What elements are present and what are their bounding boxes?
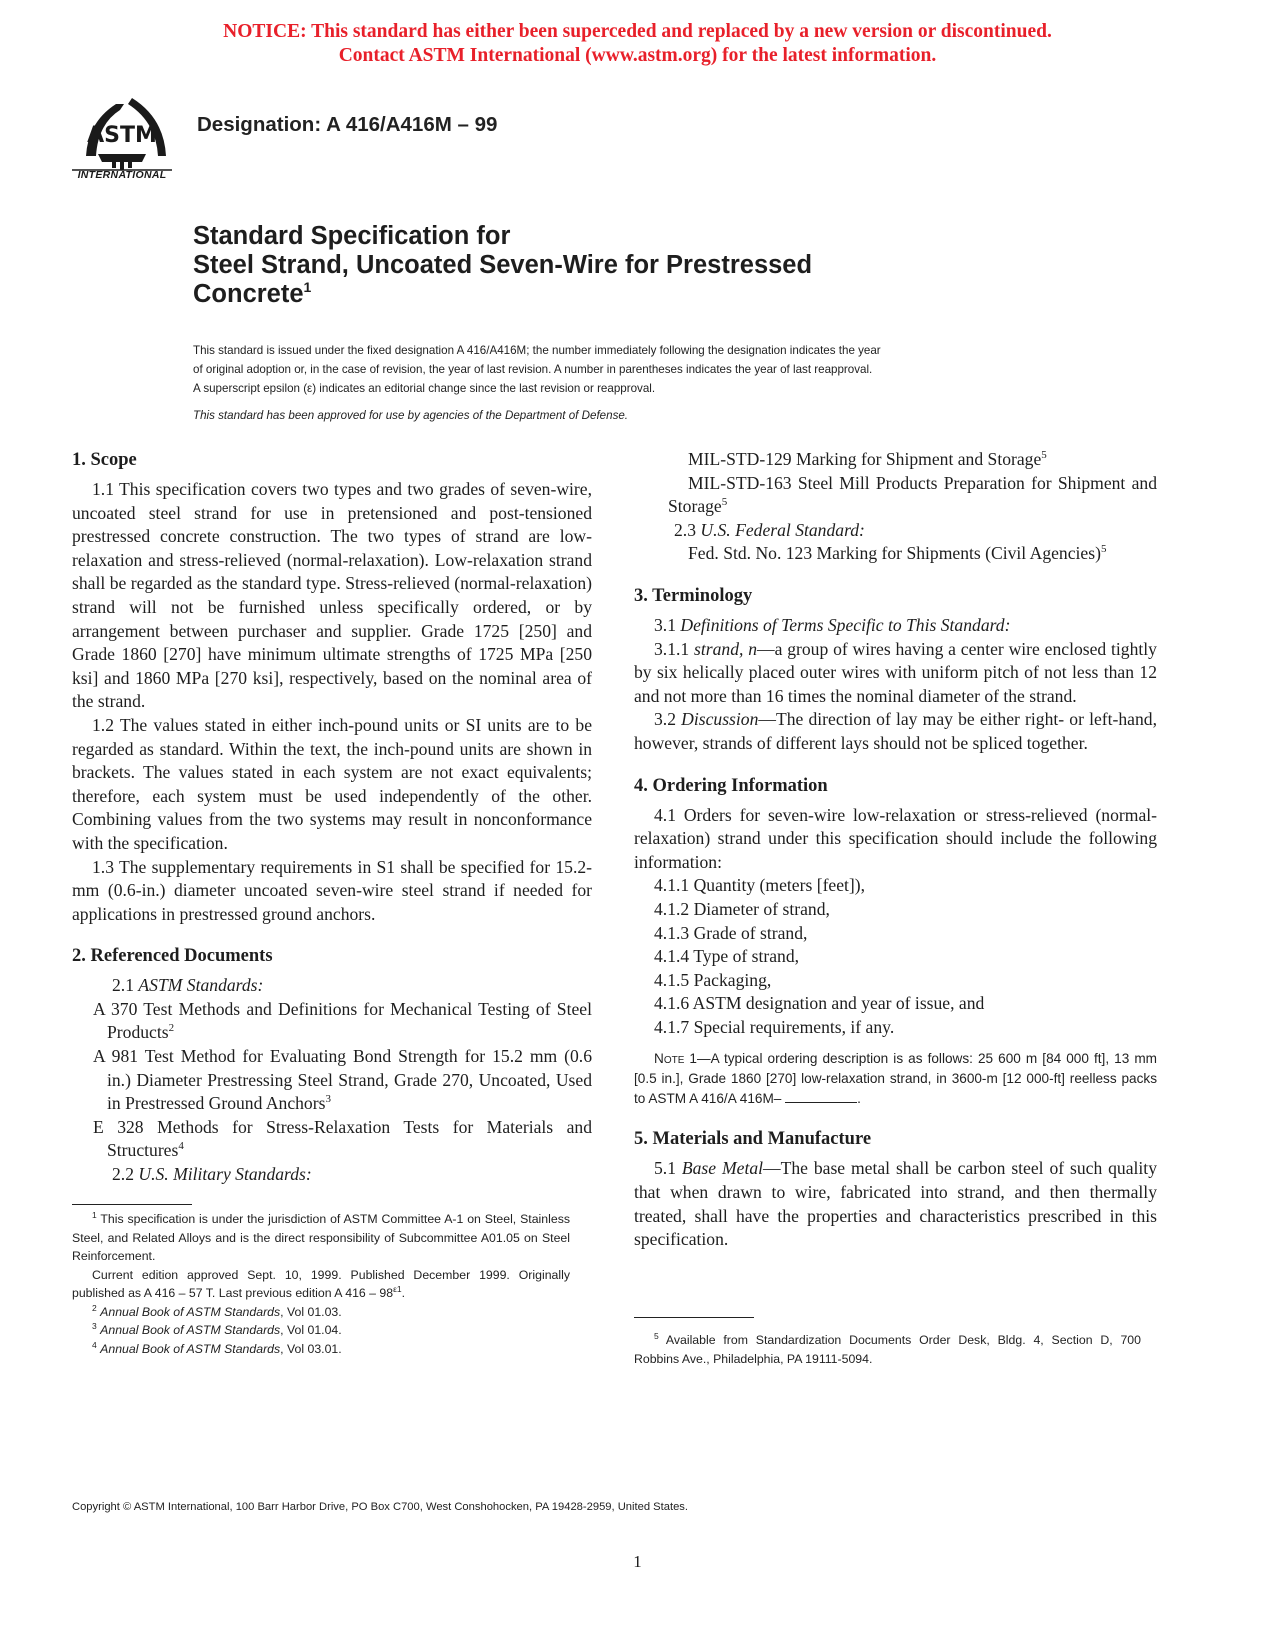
list-item: 4.1.6 ASTM designation and year of issue, and [654, 993, 985, 1014]
paragraph-3-1-1: 3.1.1 strand, n—a group of wires having a center wire enclosed tightly by six helically placed outer wires with uniform pitch of not less than 12 and not more than 16 times the nominal diameter of the strand. [634, 638, 1157, 706]
section-heading-referenced-documents: 2. Referenced Documents [72, 946, 273, 967]
paragraph-1-2: 1.2 The values stated in either inch-pound units or SI units are to be regarded as standard. Within the text, the inch-pound units are shown in brackets. The values stated in each system are not exact equivalents; therefore, each system must be used independently of the other. Combining values from the two systems may result in nonconformance with the specification. [72, 714, 592, 853]
reference-a981: A 981 Test Method for Evaluating Bond Strength for 15.2 mm (0.6 in.) Diameter Prestressing Steel Strand, Grade 270, Uncoated, Used in Prestressed Ground Anchors$^3$ [93, 1046, 592, 1114]
footnote-rule-left [72, 1204, 192, 1205]
paragraph-1-1: 1.1 This specification covers two types and two grades of seven-wire, uncoated steel strand for use in pretensioned and post-tensioned prestressed concrete construction. The two types of strand are low-relaxation and stress-relieved (normal-relaxation). Low-relaxation strand shall be regarded as the standard type. Stress-relieved (normal-relaxation) strand will not be furnished unless specifically ordered, or by arrangement between purchaser and supplier. Grade 1725 [250] and Grade 1860 [270] have minimum ultimate strengths of 1725 MPa [250 ksi] and 1860 MPa [270 ksi], respectively, based on the nominal area of the strand. [72, 479, 592, 712]
issuance-note [193, 341, 1073, 398]
reference-mil-std-163: MIL-STD-163 Steel Mill Products Preparation for Shipment and Storage$^5$ [668, 472, 1157, 517]
section-heading-scope: 1. Scope [72, 450, 137, 470]
document-title [193, 222, 812, 309]
svg-text:ASTM: ASTM [87, 123, 157, 148]
list-item: 4.1.5 Packaging, [654, 969, 772, 990]
title-line-1: Standard Specification for [193, 222, 511, 250]
footnotes-left [72, 1210, 570, 1358]
footnote-5: $^5$ Available from Standardization Documents Order Desk, Bldg. 4, Section D, 700 Robbins Ave., Philadelphia, PA 19111-5094. [634, 1331, 1141, 1366]
dod-approval-note: This standard has been approved for use by agencies of the Department of Defense. [193, 409, 629, 422]
issuance-line-3: A superscript epsilon (ε) indicates an editorial change since the last revision or reapproval. [193, 382, 656, 395]
footnote-2: $^2$ Annual Book of ASTM Standards, Vol 01.03. [92, 1302, 342, 1319]
section-heading-terminology: 3. Terminology [634, 585, 753, 606]
copyright-line: Copyright © ASTM International, 100 Barr Harbor Drive, PO Box C700, West Conshohocken, PA 19428-2959, United States. [72, 1501, 688, 1513]
list-item: 4.1.4 Type of strand, [654, 946, 800, 967]
reference-fed-std-123: Fed. Std. No. 123 Marking for Shipments (Civil Agencies)$^5$ [688, 543, 1107, 564]
list-item: 4.1.3 Grade of strand, [654, 922, 808, 943]
footnotes-right [634, 1331, 1141, 1368]
astm-standards-label: 2.1 ASTM Standards: [112, 975, 264, 996]
list-item: 4.1.7 Special requirements, if any. [654, 1016, 895, 1037]
notice-line-1: NOTICE: This standard has either been superceded and replaced by a new version or discontinued. [223, 21, 1052, 42]
right-column [634, 448, 1157, 1252]
title-line-3: Concrete [193, 280, 304, 308]
issuance-line-1: This standard is issued under the fixed designation A 416/A416M; the number immediately following the designation indicates the year [193, 344, 881, 357]
list-item: 4.1.1 Quantity (meters [feet]), [654, 875, 866, 896]
footnote-1: $^1$ This specification is under the jurisdiction of ASTM Committee A-1 on Steel, Stainless Steel, and Related Alloys and is the direct responsibility of Subcommittee A01.05 on Steel Reinforcement. [72, 1210, 570, 1263]
left-column [72, 448, 592, 1187]
paragraph-3-1: 3.1 Definitions of Terms Specific to This Standard: [654, 614, 1011, 635]
paragraph-5-1: 5.1 Base Metal—The base metal shall be carbon steel of such quality that when drawn to wire, fabricated into strand, and then thermally treated, shall have the properties and characteristics prescribed in this specification. [634, 1158, 1157, 1250]
footnote-rule-right [634, 1317, 754, 1318]
paragraph-3-2: 3.2 Discussion—The direction of lay may be either right- or left-hand, however, strands of different lays should not be spliced together. [634, 709, 1157, 753]
section-heading-ordering-information: 4. Ordering Information [634, 775, 828, 796]
federal-standard-label: 2.3 U.S. Federal Standard: [674, 519, 865, 540]
designation: Designation: A 416/A416M – 99 [197, 113, 498, 136]
title-line-2: Steel Strand, Uncoated Seven-Wire for Prestressed [193, 251, 813, 279]
military-standards-label: 2.2 U.S. Military Standards: [112, 1164, 312, 1185]
footnote-1-edition: Current edition approved Sept. 10, 1999. Published December 1999. Originally published as A 416 – 57 T. Last previous edition A $416 - 98^{\varepsilon 1}$. [72, 1267, 570, 1300]
page-number: 1 [633, 1552, 642, 1571]
paragraph-1-3: 1.3 The supplementary requirements in S1 shall be specified for 15.2-mm (0.6-in.) diameter uncoated seven-wire steel strand if needed for applications in prestressed ground anchors. [72, 856, 592, 924]
section-heading-materials: 5. Materials and Manufacture [634, 1129, 872, 1150]
designation-blank [785, 1092, 857, 1103]
logo-text: INTERNATIONAL [77, 169, 167, 181]
reference-mil-std-129: MIL-STD-129 Marking for Shipment and Storage$^5$ [688, 449, 1047, 469]
notice-banner [0, 20, 1275, 68]
list-item: 4.1.2 Diameter of strand, [654, 898, 830, 919]
astm-logo-icon [72, 92, 172, 184]
reference-e328: E 328 Methods for Stress-Relaxation Tests for Materials and Structures$^4$ [93, 1116, 592, 1161]
notice-line-2: Contact ASTM International (www.astm.org) for the latest information. [338, 45, 937, 66]
reference-a370: A 370 Test Methods and Definitions for Mechanical Testing of Steel Products$^2$ [93, 998, 592, 1043]
paragraph-4-1: 4.1 Orders for seven-wire low-relaxation or stress-relieved (normal-relaxation) strand under this specification should include the following information: [634, 804, 1157, 872]
footnote-4: $^4$ Annual Book of ASTM Standards, Vol 03.01. [92, 1339, 342, 1356]
ordering-note: Note 1—A typical ordering description is as follows: 25 600 m [84 000 ft], 13 mm [0.5 in.], Grade 1860 [270] low-relaxation strand, in 3600-m [12 000-ft] reelless packs to ASTM A 416/A 416M– . [634, 1051, 1157, 1107]
title-footnote-ref: 1 [303, 279, 312, 295]
footnote-3: $^3$ Annual Book of ASTM Standards, Vol 01.04. [92, 1321, 342, 1337]
issuance-line-2: of original adoption or, in the case of revision, the year of last revision. A number in parentheses indicates the year of last reapproval. [193, 363, 873, 376]
